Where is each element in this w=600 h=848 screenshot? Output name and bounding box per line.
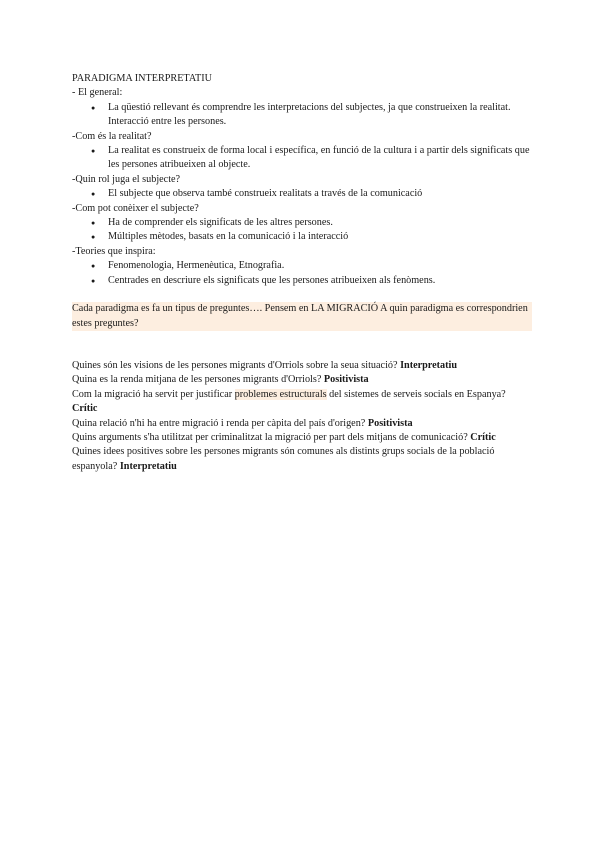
prompt-paragraph: Cada paradigma es fa un tipus de preguntes…. Pensem en LA MIGRACIÓ A quin paradigma es correspondrien estes preguntes? (72, 302, 532, 331)
section-heading-knowing: -Com pot conèixer el subjecte? (72, 202, 199, 214)
spacer (72, 331, 532, 359)
list-item (91, 230, 532, 244)
question-1 (72, 359, 532, 373)
question-text: Quines són les visions de les persones migrants d'Orriols sobre la seua situació? (72, 359, 401, 371)
list-item-text: Centrades en descriure els significats que les persones atribueixen als fenòmens. (108, 274, 436, 286)
list-item (91, 101, 532, 130)
bullet-icon: ● (91, 190, 96, 199)
question-text: Quins arguments s'ha utilitzat per criminalitzat la migració per part dels mitjans de comunicació? (72, 431, 471, 443)
list-item (91, 144, 532, 173)
list-item-text: Ha de comprender els significats de les altres persones. (108, 217, 333, 229)
question-text: del sistemes de serveis socials en Espanya? (326, 388, 506, 400)
section-heading-subject-role: -Quin rol juga el subjecte? (72, 173, 181, 185)
question-text: Quina es la renda mitjana de les persones migrants d'Orriols? (72, 374, 324, 386)
bullet-icon: ● (91, 233, 96, 242)
question-4 (72, 417, 532, 431)
list-item (91, 274, 532, 288)
bullet-icon: ● (91, 103, 96, 112)
bullet-icon: ● (91, 147, 96, 156)
paradigm-tag: Crític (470, 431, 496, 443)
bullet-icon: ● (91, 262, 96, 271)
list-item (91, 216, 532, 230)
question-6 (72, 445, 532, 474)
question-2 (72, 373, 532, 387)
list-item (91, 259, 532, 273)
list-item-text: La qüestió rellevant és comprendre les interpretacions del subjectes, ja que construeixen la realitat. Interacció entre les persones. (108, 101, 511, 128)
section-list-knowing (72, 216, 532, 245)
highlighted-phrase: problemes estructurals (234, 388, 327, 400)
section-list-subject-role (72, 187, 532, 201)
paradigm-tag: Interpretatiu (400, 359, 458, 371)
question-3 (72, 388, 532, 417)
list-item (91, 187, 532, 201)
paradigm-tag: Interpretatiu (119, 460, 177, 472)
paradigm-tag: Crític (72, 403, 98, 415)
question-5 (72, 431, 532, 445)
list-item-text: La realitat es construeix de forma local i específica, en funció de la cultura i a partir dels significats que les persones atribueixen al objecte. (108, 145, 530, 171)
section-heading-theories: -Teories que inspira: (72, 245, 156, 257)
question-text: Quines idees positives sobre les persones migrants són comunes als distints grups socials de la població espanyola? (72, 446, 495, 472)
section-heading-reality: -Com és la realitat? (72, 130, 152, 142)
bullet-icon: ● (91, 219, 96, 228)
question-text: Quina relació n'hi ha entre migració i renda per càpita del país d'origen? (72, 417, 368, 429)
question-text: Com la migració ha servit per justificar (72, 388, 235, 400)
section-list-theories (72, 259, 532, 288)
section-list-general (72, 101, 532, 130)
list-item-text: Múltiples mètodes, basats en la comunicació i la interacció (108, 231, 349, 243)
paradigm-tag: Positivista (323, 374, 369, 386)
document-page (72, 72, 532, 474)
paradigm-tag: Positivista (367, 417, 413, 429)
bullet-icon: ● (91, 276, 96, 285)
section-list-reality (72, 144, 532, 173)
list-item-text: Fenomenologia, Hermenèutica, Etnografia. (108, 260, 285, 272)
document-title: PARADIGMA INTERPRETATIU (72, 73, 213, 84)
section-heading-general: - El general: (72, 87, 123, 99)
list-item-text: El subjecte que observa també construeix realitats a través de la comunicació (108, 188, 423, 200)
